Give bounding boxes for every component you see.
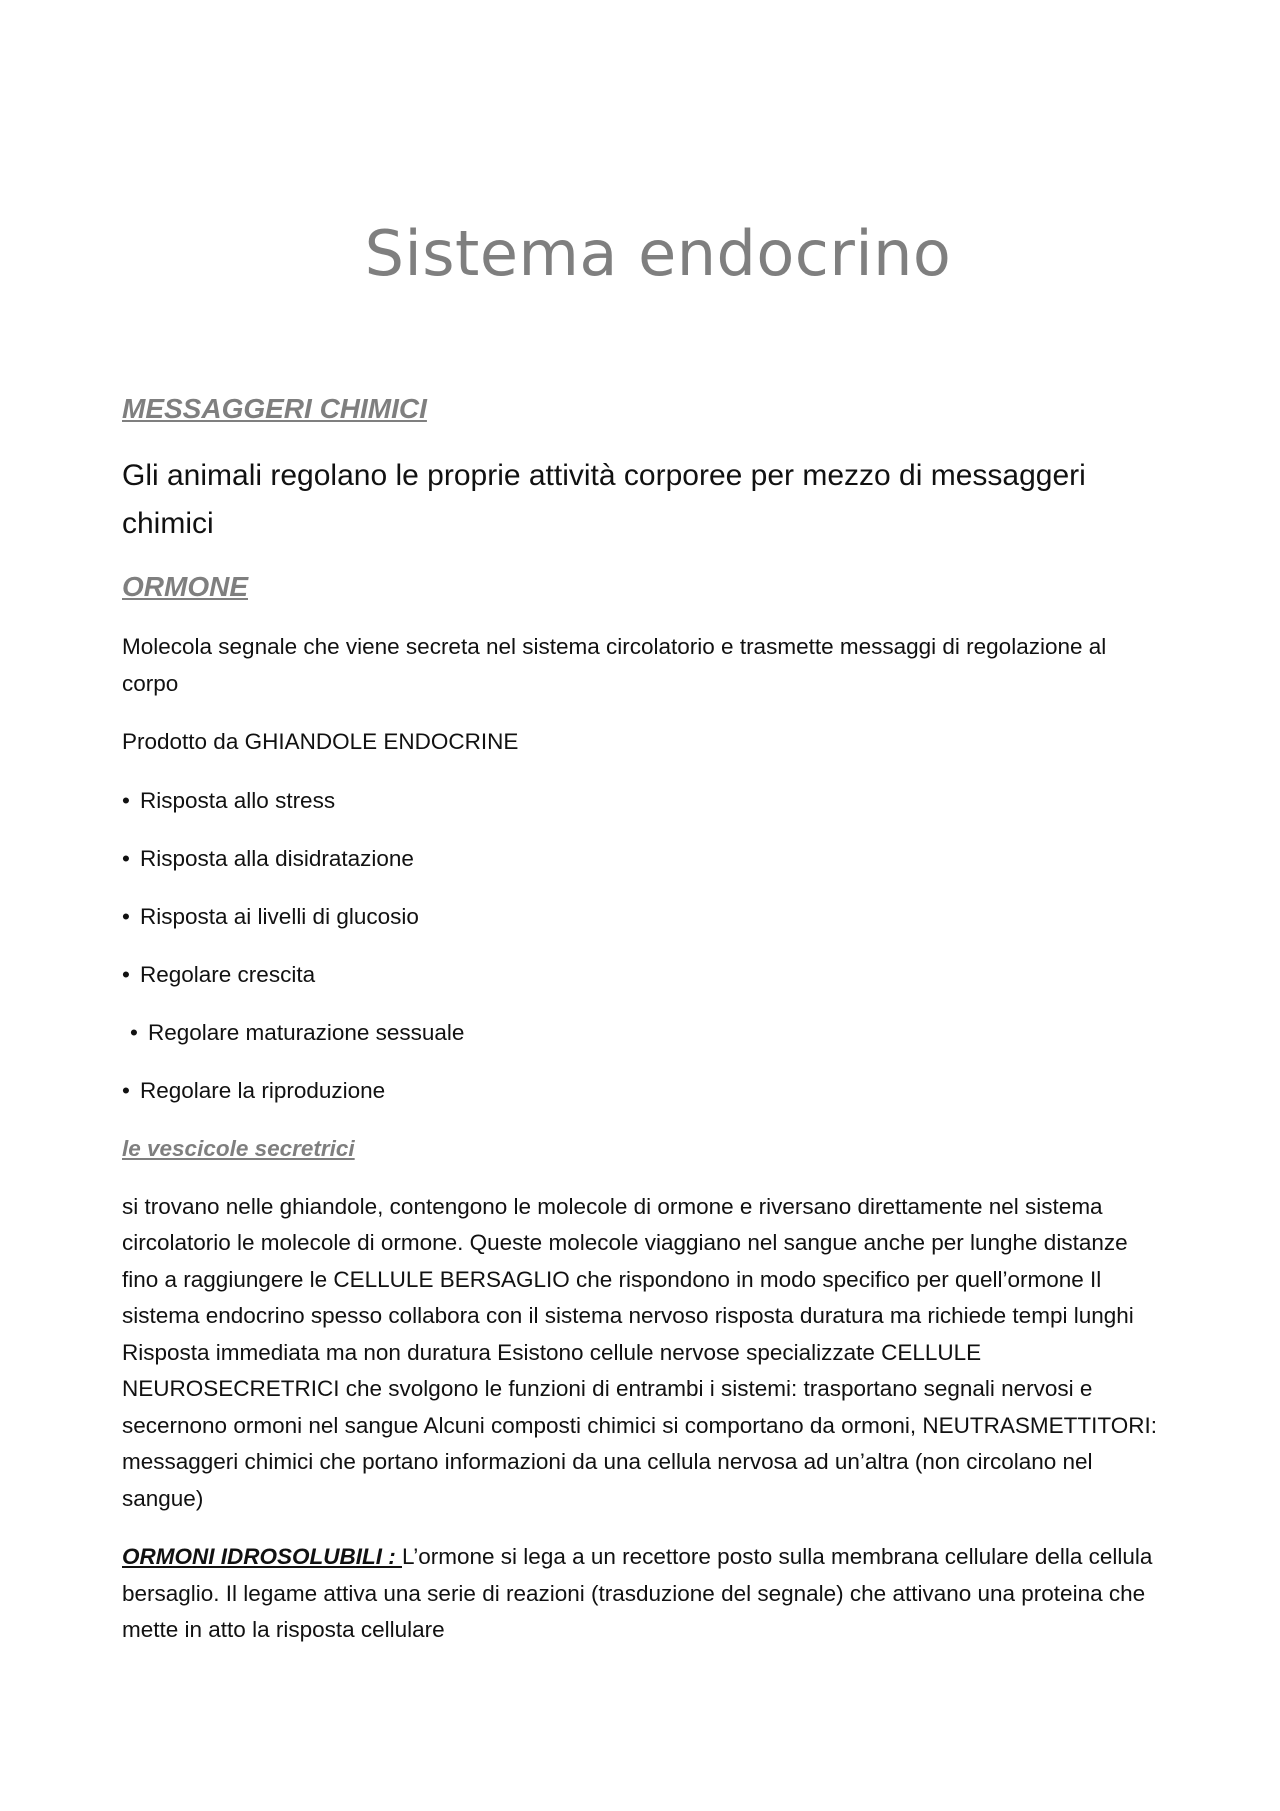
heading-ormone: ORMONE: [122, 570, 248, 602]
vescicole-paragraph: si trovano nelle ghiandole, contengono le molecole di ormone e riversano direttamente nel sistema circolatorio le molecole di ormone. Queste molecole viaggiano nel sangue anche per lunghe distanze fino a raggiungere le CELLULE BERSAGLIO che rispondono in modo specifico per quell’ormone Il sistema endocrino spesso collabora con il sistema nervoso risposta duratura ma richiede tempi lunghi Risposta immediata ma non duratura Esistono cellule nervose specializzate CELLULE NEUROSECRETRICI che svolgono le funzioni di entrambi i sistemi: trasportano segnali nervosi e secernono ormoni nel sangue Alcuni composti chimici si comportano da ormoni, NEUTRASMETTITORI: messaggeri chimici che portano informazioni da una cellula nervosa ad un’altra (non circolano nel sangue): [122, 1193, 1157, 1511]
list-item: [122, 1015, 1162, 1051]
bullet-icon: •: [122, 845, 130, 871]
list-item-label: Regolare la riproduzione: [140, 1077, 386, 1103]
bullet-icon: •: [122, 961, 130, 987]
bullet-icon: •: [122, 1077, 130, 1103]
ormone-produced-by: Prodotto da GHIANDOLE ENDOCRINE: [122, 729, 519, 755]
intro-paragraph: Gli animali regolano le proprie attività corporee per mezzo di messaggeri chimici: [122, 458, 1086, 540]
list-item-label: Risposta ai livelli di glucosio: [140, 903, 419, 929]
ormone-definition: Molecola segnale che viene secreta nel sistema circolatorio e trasmette messaggi di regolazione al corpo: [122, 634, 1107, 696]
ormoni-idrosolubili-paragraph: [122, 1539, 1162, 1649]
heading-vescicole-secretrici: le vescicole secretrici: [122, 1135, 355, 1161]
list-item-label: Regolare crescita: [140, 961, 316, 987]
list-item-label: Risposta alla disidratazione: [140, 845, 414, 871]
heading-messaggeri-chimici: MESSAGGERI CHIMICI: [122, 393, 427, 425]
list-item: [122, 783, 1162, 819]
bullet-icon: •: [122, 903, 130, 929]
list-item: [122, 841, 1162, 877]
document-body: [122, 217, 1162, 1671]
list-item-label: Regolare maturazione sessuale: [148, 1019, 465, 1045]
list-item: [122, 957, 1162, 993]
bullet-icon: •: [122, 787, 130, 813]
list-item: [122, 1073, 1162, 1109]
document-title: Sistema endocrino: [364, 217, 952, 290]
list-item: [122, 899, 1162, 935]
ormoni-idrosolubili-term: ORMONI IDROSOLUBILI :: [122, 1544, 402, 1570]
ormoni-idrosolubili-body: L’ormone si lega a un recettore posto sulla membrana cellulare della cellula bersaglio. Il legame attiva una serie di reazioni (trasduzione del segnale) che attivano una proteina che mette in atto la risposta cellulare: [122, 1544, 1153, 1643]
bullet-icon: •: [130, 1019, 138, 1045]
list-item-label: Risposta allo stress: [140, 787, 336, 813]
